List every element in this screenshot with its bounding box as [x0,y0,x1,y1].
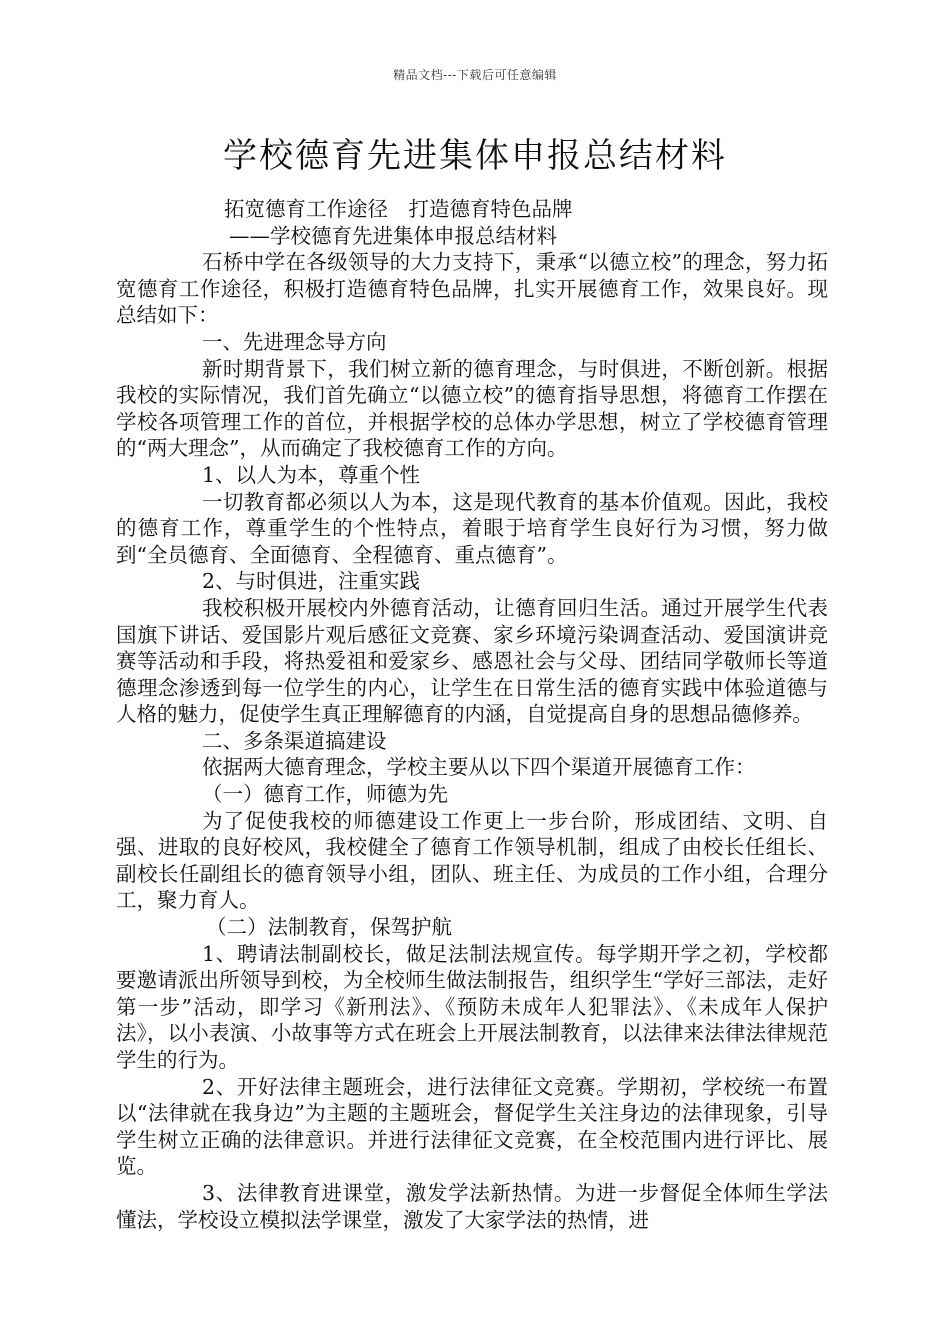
paragraph: 为了促使我校的师德建设工作更上一步台阶，形成团结、文明、自强、进取的良好校风，我校健全了德育工作领导机制，组成了由校长任组长、副校长任副组长的德育领导小组，团队、班主任、为成员的工作小组，合理分工，聚力育人。 [116,808,828,913]
paragraph: 我校积极开展校内外德育活动，让德育回归生活。通过开展学生代表国旗下讲话、爱国影片观后感征文竞赛、家乡环境污染调查活动、爱国演讲竞赛等活动和手段，将热爱祖和爱家乡、感恩社会与父母、团结同学敬师长等道德理念渗透到每一位学生的内心，让学生在日常生活的德育实践中体验道德与人格的魅力，促使学生真正理解德育的内涵，自觉提高自身的思想品德修养。 [116,595,828,727]
paragraph: 石桥中学在各级领导的大力支持下，秉承“以德立校”的理念，努力拓宽德育工作途径，积极打造德育特色品牌，扎实开展德育工作，效果良好。现总结如下： [116,250,828,328]
paragraph: （二）法制教育，保驾护航 [206,915,452,940]
paragraph: 1、聘请法制副校长，做足法制法规宣传。每学期开学之初，学校都要邀请派出所领导到校，为全校师生做法制报告，组织学生“学好三部法，走好第一步”活动，即学习《新刑法》、《预防未成年人犯罪法》、《未成年人保护法》，以小表演、小故事等方式在班会上开展法制教育，以法律来法律法律规范学生的行为。 [116,941,828,1072]
document-body [116,196,828,1233]
paragraph: 2、开好法律主题班会，进行法律征文竞赛。学期初，学校统一布置以“法律就在我身边”为主题的主题班会，督促学生关注身边的法律现象，引导学生树立正确的法律意识。并进行法律征文竞赛，在全校范围内进行评比、展览。 [116,1074,828,1179]
paragraph: 新时期背景下，我们树立新的德育理念，与时俱进，不断创新。根据我校的实际情况，我们首先确立“以德立校”的德育指导思想，将德育工作摆在学校各项管理工作的首位，并根据学校的总体办学思想，树立了学校德育管理的“两大理念”，从而确定了我校德育工作的方向。 [116,356,828,461]
paragraph: （一）德育工作，师德为先 [202,782,448,807]
header-note: 精品文档---下载后可任意编辑 [393,68,557,82]
paragraph: ——学校德育先进集体申报总结材料 [229,223,557,248]
paragraph: 拓宽德育工作途径 打造德育特色品牌 [224,197,573,221]
paragraph: 依据两大德育理念，学校主要从以下四个渠道开展德育工作： [202,755,756,780]
paragraph: 一切教育都必须以人为本，这是现代教育的基本价值观。因此，我校的德育工作，尊重学生的个性特点，着眼于培育学生良好行为习惯，努力做到“全员德育、全面德育、全程德育、重点德育”。 [116,489,828,567]
paragraph: 1、以人为本，尊重个性 [202,462,421,487]
paragraph: 2、与时俱进，注重实践 [202,569,421,594]
paragraph: 一、先进理念导方向 [202,329,387,354]
paragraph: 二、多条渠道搞建设 [202,728,387,753]
document-title: 学校德育先进集体申报总结材料 [223,136,727,176]
paragraph: 3、法律教育进课堂，激发学法新热情。为进一步督促全体师生学法懂法，学校设立模拟法学课堂，激发了大家学法的热情，进 [116,1180,828,1232]
